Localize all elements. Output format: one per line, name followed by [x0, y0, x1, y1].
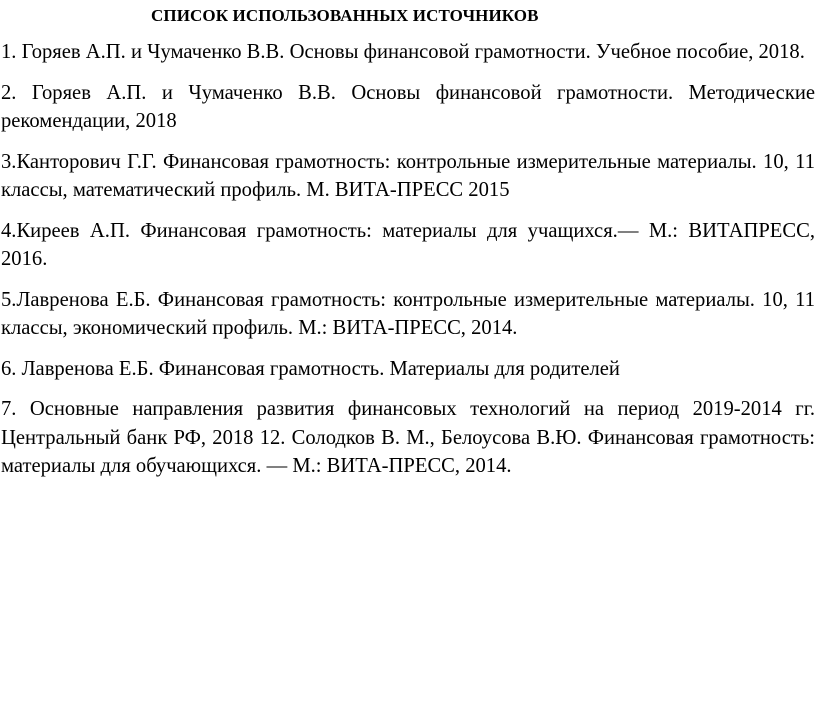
reference-item-3: 3.Канторович Г.Г. Финансовая грамотность: контрольные измерительные материалы. 10, 11 классы, математический профиль. М. ВИТА-ПРЕСС 2015	[1, 150, 815, 201]
reference-item-4: 4.Киреев А.П. Финансовая грамотность: материалы для учащихся.— М.: ВИТАПРЕСС, 2016.	[1, 219, 815, 270]
reference-list	[1, 38, 815, 481]
reference-item-7: 7. Основные направления развития финансовых технологий на период 2019-2014 гг. Центральный банк РФ, 2018 12. Солодков В. М., Белоусова В.Ю. Финансовая грамотность: материалы для обучающихся. — М.: ВИТА-ПРЕСС, 2014.	[1, 398, 815, 477]
reference-item-1: 1. Горяев А.П. и Чумаченко В.В. Основы финансовой грамотности. Учебное пособие, 2018.	[1, 41, 805, 63]
reference-item-6: 6. Лавренова Е.Б. Финансовая грамотность. Материалы для родителей	[1, 357, 620, 380]
reference-item-5: 5.Лавренова Е.Б. Финансовая грамотность: контрольные измерительные материалы. 10, 11 классы, экономический профиль. М.: ВИТА-ПРЕСС, 2014.	[1, 288, 815, 339]
page-title: СПИСОК ИСПОЛЬЗОВАННЫХ ИСТОЧНИКОВ	[151, 6, 539, 25]
reference-item-2: 2. Горяев А.П. и Чумаченко В.В. Основы финансовой грамотности. Методические рекомендации, 2018	[1, 81, 815, 132]
